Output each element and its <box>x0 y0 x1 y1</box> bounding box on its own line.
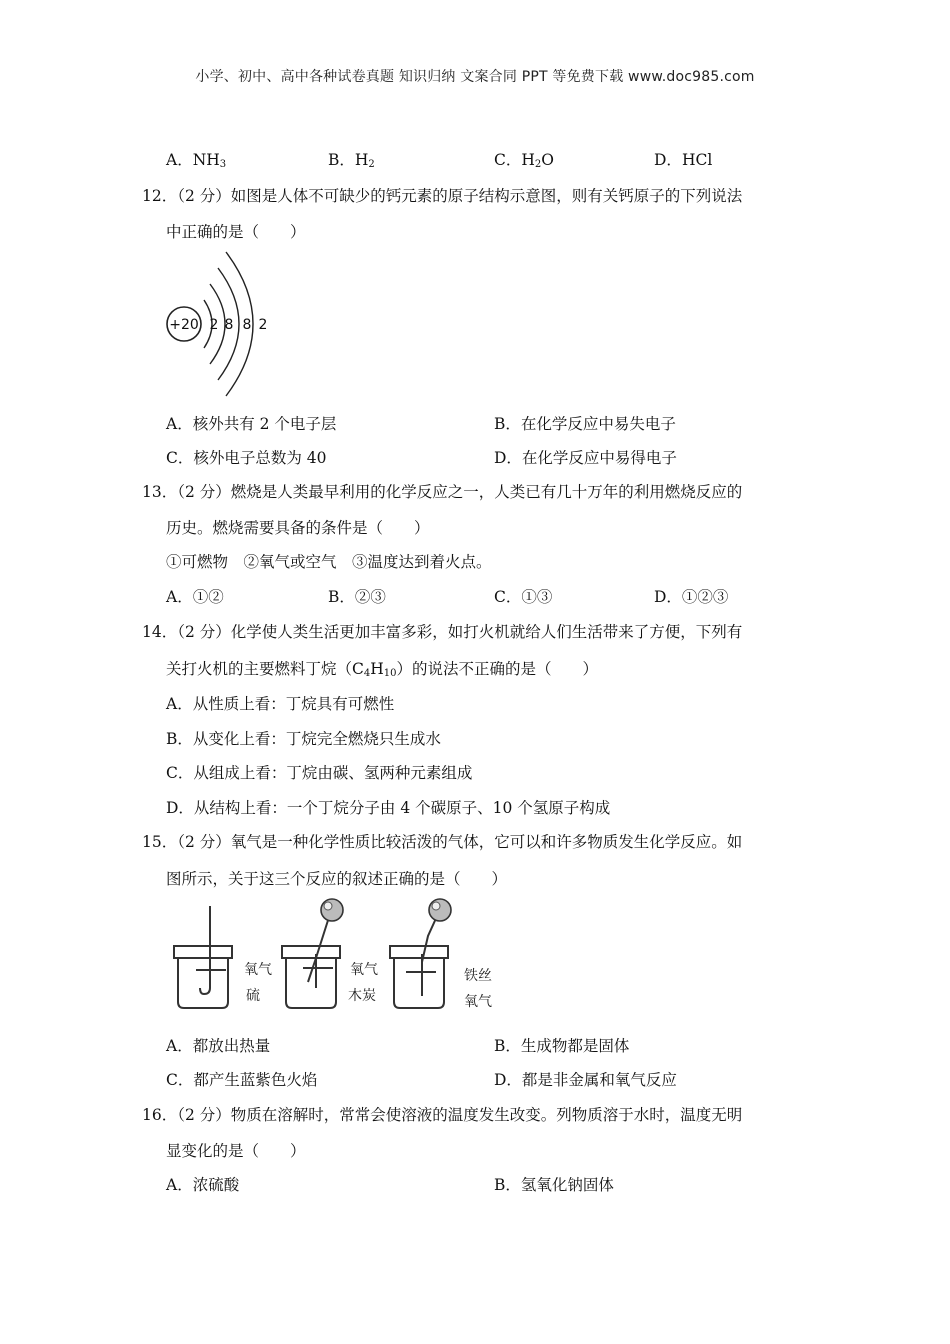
q11-option-a: A．$NH_3$ <box>166 151 227 170</box>
shell-electrons-2: 8 <box>224 317 234 333</box>
oxygen-reaction-jars-diagram <box>160 896 510 1016</box>
jar-charcoal <box>282 899 378 1008</box>
q14-stem-line1: 14．（2 分）化学使人类生活更加丰富多彩，如打火机就给人们生活带来了方便，下列有 <box>142 623 743 641</box>
jar2-label-top: 氧气 <box>350 962 378 978</box>
q14-option-c: C．从组成上看：丁烷由碳、氢两种元素组成 <box>166 764 473 782</box>
jar1-label-top: 氧气 <box>244 962 272 978</box>
q13-option-a: A．①② <box>166 588 224 606</box>
q14-option-b: B．从变化上看：丁烷完全燃烧只生成水 <box>166 730 441 748</box>
q14-option-a: A．从性质上看：丁烷具有可燃性 <box>166 695 395 713</box>
q15-stem-line1: 15．（2 分）氧气是一种化学性质比较活泼的气体，它可以和许多物质发生化学反应。如 <box>142 833 743 851</box>
q16-stem-line1: 16．（2 分）物质在溶解时，常常会使溶液的温度发生改变。列物质溶于水时，温度无明 <box>142 1106 743 1124</box>
shell-electrons-1: 2 <box>209 317 219 333</box>
jar2-label-bottom: 木炭 <box>348 988 376 1004</box>
page-header: 小学、初中、高中各种试卷真题 知识归纳 文案合同 PPT 等免费下载 www.doc985.com <box>195 69 755 85</box>
q16-option-b: B．氢氧化钠固体 <box>494 1176 614 1194</box>
jar3-label-bottom: 氧气 <box>464 994 492 1010</box>
q12-option-b: B．在化学反应中易失电子 <box>494 415 676 433</box>
q12-option-c: C．核外电子总数为 40 <box>166 449 327 467</box>
jar-sulfur <box>174 906 272 1008</box>
q15-option-d: D．都是非金属和氧气反应 <box>494 1071 677 1089</box>
nucleus-charge: +20 <box>169 317 199 333</box>
q13-stem-line1: 13．（2 分）燃烧是人类最早利用的化学反应之一，人类已有几十万年的利用燃烧反应的 <box>142 483 743 501</box>
shell-electrons-3: 8 <box>242 317 252 333</box>
q13-option-d: D．①②③ <box>654 588 729 606</box>
q13-option-b: B．②③ <box>328 588 386 606</box>
q15-stem-line2: 图所示，关于这三个反应的叙述正确的是（ ） <box>166 870 508 888</box>
calcium-atom-diagram <box>160 248 280 400</box>
q11-option-b: B．$H_2$ <box>328 151 375 170</box>
q13-stem-line2: 历史。燃烧需要具备的条件是（ ） <box>166 519 430 537</box>
q13-option-c: C．①③ <box>494 588 553 606</box>
q15-option-c: C．都产生蓝紫色火焰 <box>166 1071 318 1089</box>
q14-stem-line2: 关打火机的主要燃料丁烷$(C_4H_{10})$的说法不正确的是（ ） <box>166 660 599 679</box>
q15-option-a: A．都放出热量 <box>166 1037 271 1055</box>
q13-conditions: ①可燃物 ②氧气或空气 ③温度达到着火点。 <box>166 553 492 571</box>
q14-option-d: D．从结构上看：一个丁烷分子由 4 个碳原子、10 个氢原子构成 <box>166 799 611 817</box>
q12-stem-line1: 12．（2 分）如图是人体不可缺少的钙元素的原子结构示意图，则有关钙原子的下列说法 <box>142 187 743 205</box>
q11-option-d: D．HCl <box>654 151 713 169</box>
q12-stem-line2: 中正确的是（ ） <box>166 223 306 241</box>
q12-option-d: D．在化学反应中易得电子 <box>494 449 677 467</box>
q16-option-a: A．浓硫酸 <box>166 1176 240 1194</box>
jar3-label-top: 铁丝 <box>464 968 492 984</box>
q12-option-a: A．核外共有 2 个电子层 <box>166 415 337 433</box>
q16-stem-line2: 显变化的是（ ） <box>166 1142 306 1160</box>
jar-iron-wire <box>390 899 492 1010</box>
shell-electrons-4: 2 <box>258 317 268 333</box>
jar1-label-bottom: 硫 <box>246 988 260 1004</box>
q11-option-c: C．$H_2O$ <box>494 151 554 170</box>
q15-option-b: B．生成物都是固体 <box>494 1037 630 1055</box>
